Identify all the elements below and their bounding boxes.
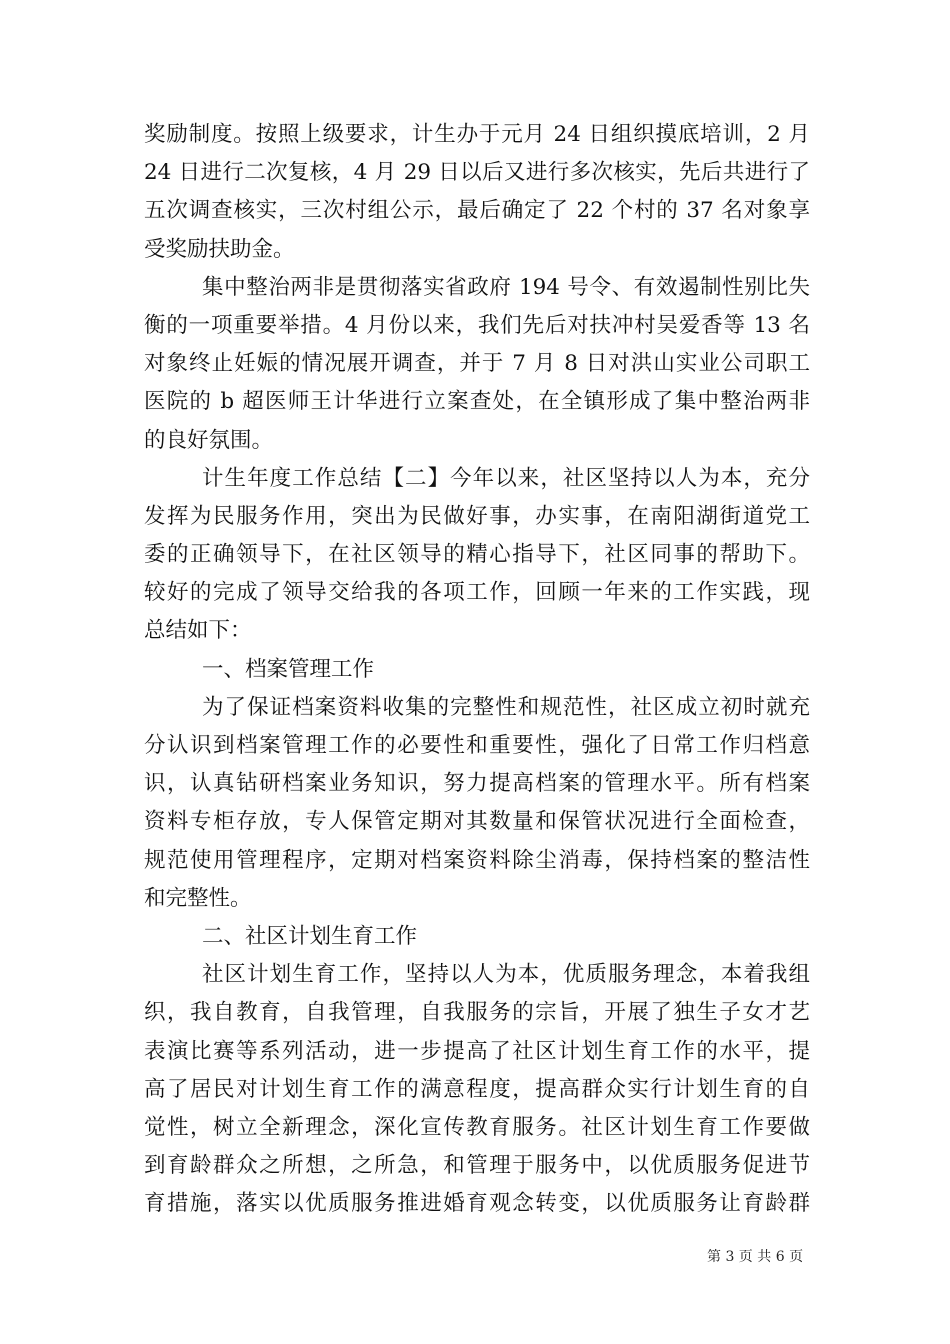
text-line: 规范使用管理程序，定期对档案资料除尘消毒，保持档案的整洁性 (144, 847, 810, 873)
text-line: 识，认真钻研档案业务知识，努力提高档案的管理水平。所有档案 (144, 771, 810, 797)
text-line: 衡的一项重要举措。4 月份以来，我们先后对扶冲村吴爱香等 13 名 (144, 312, 810, 338)
text-line: 奖励制度。按照上级要求，计生办于元月 24 日组织摸底培训，2 月 (144, 122, 810, 147)
text-line: 觉性，树立全新理念，深化宣传教育服务。社区计划生育工作要做 (144, 1114, 810, 1140)
text-line: 表演比赛等系列活动，进一步提高了社区计划生育工作的水平，提 (144, 1038, 810, 1064)
text-line: 到育龄群众之所想，之所急，和管理于服务中，以优质服务促进节 (144, 1153, 810, 1179)
text-line: 育措施，落实以优质服务推进婚育观念转变，以优质服务让育龄群 (144, 1191, 810, 1217)
section-heading: 二、社区计划生育工作 (202, 923, 418, 949)
text-line: 织，我自教育，自我管理，自我服务的宗旨，开展了独生子女才艺 (144, 1000, 810, 1026)
text-line: 对象终止妊娠的情况展开调查，并于 7 月 8 日对洪山实业公司职工 (144, 351, 810, 377)
text-line: 委的正确领导下，在社区领导的精心指导下，社区同事的帮助下。 (144, 542, 810, 568)
text-line: 医院的 b 超医师王计华进行立案查处，在全镇形成了集中整治两非 (144, 389, 810, 415)
text-line: 的良好氛围。 (144, 427, 274, 453)
page-number-footer: 第 3 页 共 6 页 (707, 1249, 804, 1265)
paragraph-first-line: 计生年度工作总结【二】今年以来，社区坚持以人为本，充分 (202, 465, 810, 491)
text-line: 和完整性。 (144, 885, 252, 911)
paragraph-first-line: 为了保证档案资料收集的完整性和规范性，社区成立初时就充 (202, 694, 810, 720)
text-line: 分认识到档案管理工作的必要性和重要性，强化了日常工作归档意 (144, 733, 810, 758)
document-body (144, 116, 810, 1223)
paragraph-first-line: 集中整治两非是贯彻落实省政府 194 号令、有效遏制性别比失 (202, 274, 810, 300)
text-line: 发挥为民服务作用，突出为民做好事，办实事，在南阳湖街道党工 (144, 503, 810, 529)
text-line: 24 日进行二次复核，4 月 29 日以后又进行多次核实，先后共进行了 (144, 160, 810, 186)
section-heading: 一、档案管理工作 (202, 656, 375, 682)
text-line: 高了居民对计划生育工作的满意程度，提高群众实行计划生育的自 (144, 1076, 810, 1102)
text-line: 五次调查核实，三次村组公示，最后确定了 22 个村的 37 名对象享 (144, 198, 810, 224)
paragraph-first-line: 社区计划生育工作，坚持以人为本，优质服务理念，本着我组 (202, 962, 810, 988)
text-line: 较好的完成了领导交给我的各项工作，回顾一年来的工作实践，现 (144, 580, 810, 606)
text-line: 总结如下： (144, 618, 252, 644)
text-line: 资料专柜存放，专人保管定期对其数量和保管状况进行全面检查， (144, 809, 810, 835)
text-line: 受奖励扶助金。 (144, 236, 295, 262)
